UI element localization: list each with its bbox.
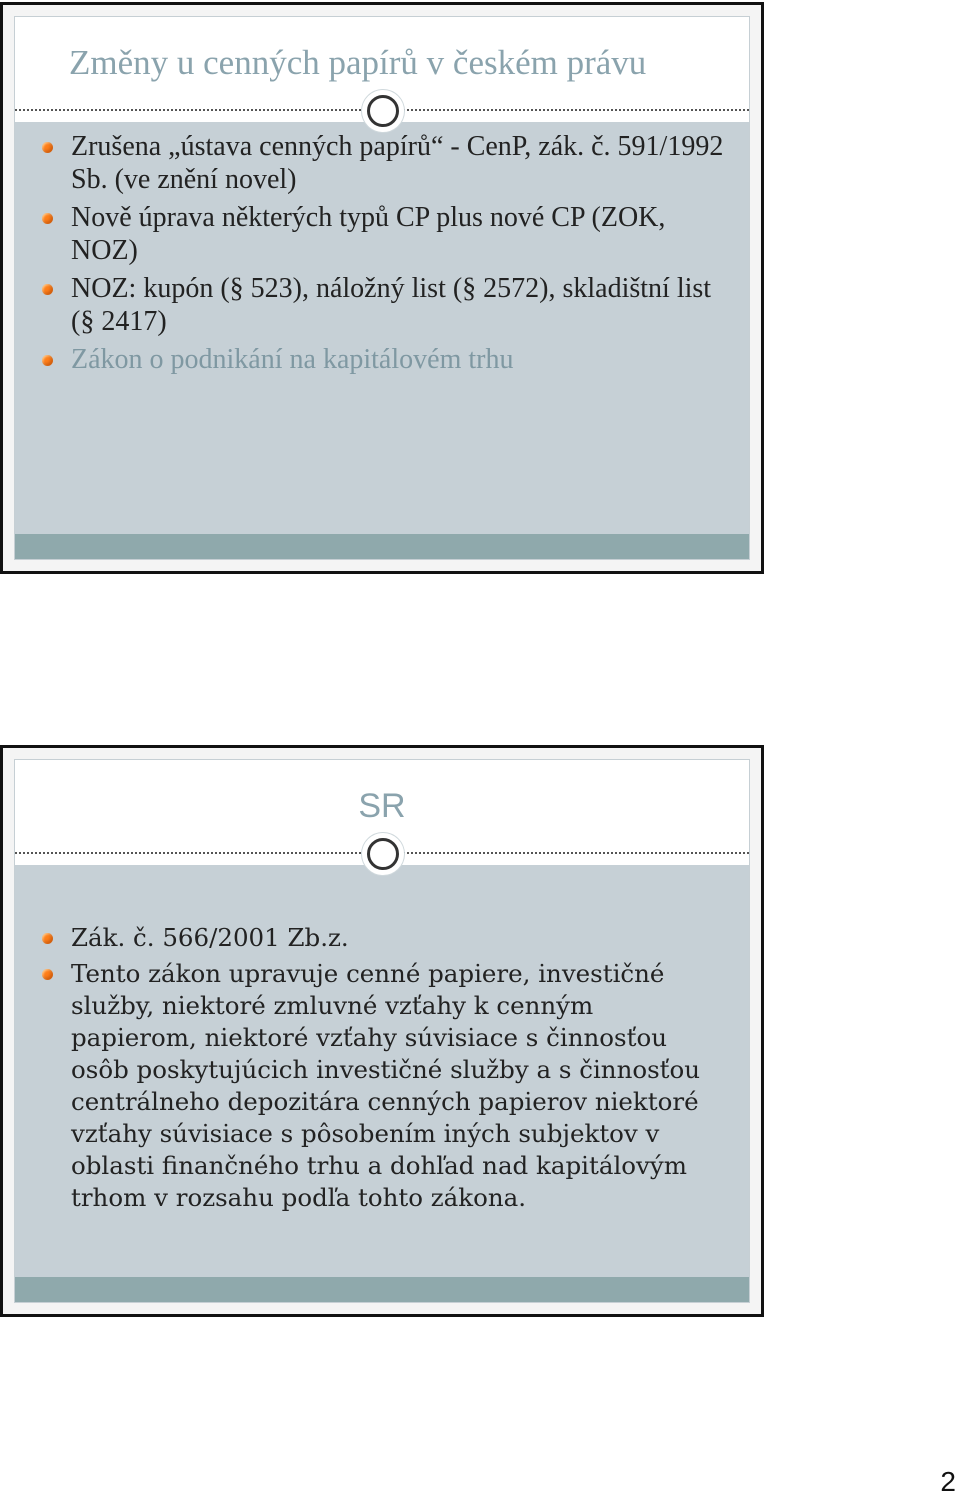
slide-2	[0, 745, 764, 1317]
slide-1-footer-bar	[15, 534, 749, 559]
slide-1-title: Změny u cenných papírů v českém právu	[69, 43, 647, 82]
bullet-dot-icon	[42, 969, 53, 980]
slide-1-bullet-list	[33, 130, 725, 381]
bullet-text: Tento zákon upravuje cenné papiere, investičné služby, niektoré zmluvné vzťahy k cenným papierom, niektoré vzťahy súvisiace s činnosťou osôb poskytujúcich investičné služby a s činnosťou centrálneho depozitára cenných papierov niektoré vzťahy súvisiace s pôsobením iných subjektov v oblasti finančného trhu a dohľad nad kapitálovým trhom v rozsahu podľa tohto zákona.	[71, 959, 701, 1212]
bullet-dot-icon	[42, 284, 53, 295]
circle-ornament-icon	[362, 833, 404, 875]
slide-1-canvas	[14, 16, 750, 560]
bullet-text: Zrušena „ústava cenných papírů“ - CenP, zák. č. 591/1992 Sb. (ve znění novel)	[71, 131, 724, 195]
slide-2-title: SR	[358, 787, 406, 825]
bullet-dot-icon	[42, 142, 53, 153]
slide-2-canvas	[14, 759, 750, 1303]
list-item	[33, 343, 725, 376]
list-item	[33, 201, 725, 267]
list-item	[33, 272, 725, 338]
bullet-dot-icon	[42, 355, 53, 366]
list-item	[33, 958, 725, 1214]
circle-ornament-icon	[362, 90, 404, 132]
slide-2-bullet-list	[33, 922, 725, 1218]
bullet-text: Zák. č. 566/2001 Zb.z.	[71, 923, 349, 952]
slide-2-footer-bar	[15, 1277, 749, 1302]
list-item	[33, 922, 725, 954]
list-item	[33, 130, 725, 196]
bullet-dot-icon	[42, 213, 53, 224]
bullet-text: Zákon o podnikání na kapitálovém trhu	[71, 344, 514, 375]
bullet-dot-icon	[42, 933, 53, 944]
page-number: 2	[940, 1466, 956, 1497]
slide-1	[0, 2, 764, 574]
bullet-text: NOZ: kupón (§ 523), náložný list (§ 2572), skladištní list (§ 2417)	[71, 273, 712, 337]
bullet-text: Nově úprava některých typů CP plus nové CP (ZOK, NOZ)	[71, 202, 666, 266]
